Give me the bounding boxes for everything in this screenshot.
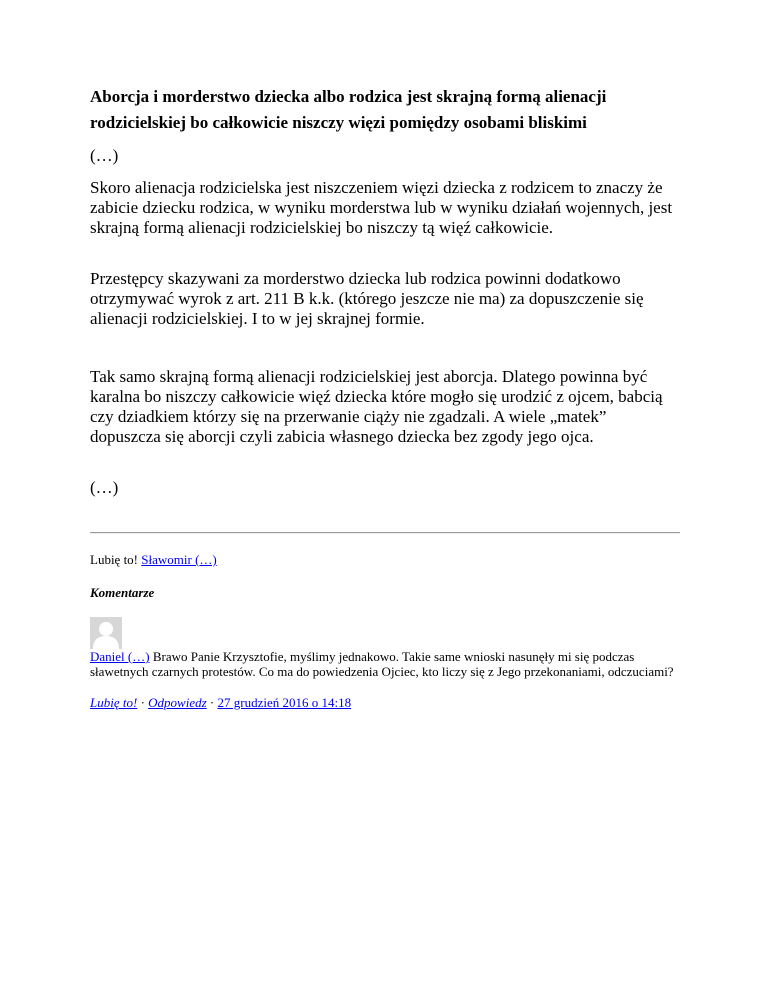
likes-label: Lubię to! (90, 552, 139, 567)
default-user-silhouette-icon (90, 617, 122, 649)
article-paragraph-1: Skoro alienacja rodzicielska jest niszczeniem więzi dziecka z rodzicem to znaczy że zabicie dziecku rodzica, w wyniku morderstwa lub w wyniku działań wojennych, jest skrajną formą alienacji rodzicielskiej bo niszczy tą więź całkowicie. (90, 178, 673, 237)
comment-actions (90, 695, 351, 710)
comment-item (90, 649, 680, 679)
comment-author-link[interactable]: Daniel (…) (90, 649, 150, 664)
comment-separator-2: · (209, 695, 215, 710)
likes-line (90, 552, 217, 568)
comment-date-link[interactable]: 27 grudzień 2016 o 14:18 (217, 695, 352, 710)
comments-heading: Komentarze (90, 585, 155, 600)
article-ellipsis-bottom: (…) (90, 478, 119, 497)
article-ellipsis-top: (…) (90, 146, 119, 165)
horizontal-divider (90, 532, 680, 534)
comment-reply-link[interactable]: Odpowiedz (148, 695, 207, 710)
article-paragraph-3: Tak samo skrajną formą alienacji rodzicielskiej jest aborcja. Dlatego powinna być karalna bo niszczy całkowicie więź dziecka które mogło się urodzić z ojcem, babcią czy dziadkiem którzy się na przerwanie ciąży nie zgadzali. A wiele „matek” dopuszcza się aborcji czyli zabicia własnego dziecka bez zgody jego ojca. (90, 367, 663, 446)
comment-separator: · (140, 695, 145, 710)
article-paragraph-2: Przestępcy skazywani za morderstwo dziecka lub rodzica powinni dodatkowo otrzymywać wyrok z art. 211 B k.k. (którego jeszcze nie ma) za dopuszczenie się alienacji rodzicielskiej. I to w jej skrajnej formie. (90, 269, 644, 328)
article-title: Aborcja i morderstwo dziecka albo rodzica jest skrajną formą alienacji rodzicielskiej bo całkowicie niszczy więzi pomiędzy osobami bliskimi (90, 87, 607, 132)
comment-like-link[interactable]: Lubię to! (90, 695, 138, 710)
likes-user-link[interactable]: Sławomir (…) (141, 552, 217, 567)
comment-text: Brawo Panie Krzysztofie, myślimy jednakowo. Takie same wnioski nasunęły mi się podczas sławetnych czarnych protestów. Co ma do powiedzenia Ojciec, kto liczy się z Jego przekonaniami, odczuciami? (90, 649, 674, 679)
